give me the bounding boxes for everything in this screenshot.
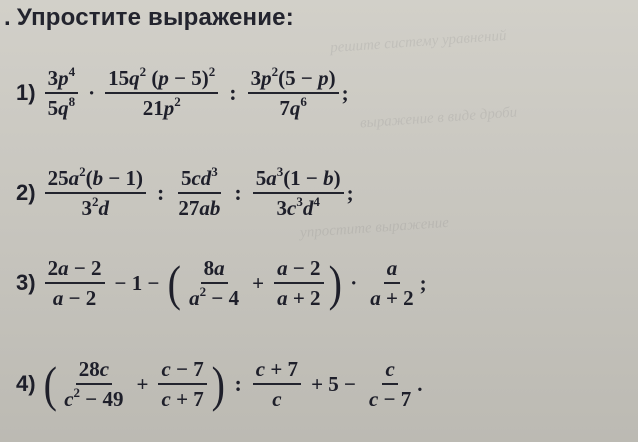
show-through-text: выражение в виде дроби xyxy=(359,104,518,132)
plus-sign: + xyxy=(136,371,149,396)
divide-sign: : xyxy=(229,80,237,106)
show-through-text: упростите выражение xyxy=(299,214,450,242)
left-parenthesis: ( xyxy=(43,356,57,413)
fraction: $\frac{a - 2}{a + 2}$ xyxy=(274,256,323,310)
fraction: $\frac{c - 7}{c + 7}$ xyxy=(158,357,206,411)
fraction: $\frac{28c}{c^2 - 49}$ xyxy=(64,357,124,412)
exercise-heading: . Упростите выражение: xyxy=(4,4,294,31)
end-mark: ; xyxy=(346,180,354,205)
end-mark: . xyxy=(417,371,423,396)
divide-sign: : xyxy=(234,180,242,206)
problem-1 xyxy=(16,66,349,120)
problem-number: 4) xyxy=(16,371,36,397)
problem-number: 3) xyxy=(16,270,36,296)
problem-4 xyxy=(16,357,423,411)
minus-sign: − 1 − xyxy=(114,270,160,295)
show-through-text: решите систему уравнений xyxy=(329,27,507,57)
problem-number: 1) xyxy=(16,80,36,106)
fraction: $\frac{2a - 2}{a - 2}$ xyxy=(45,256,105,310)
fraction: $\frac{a}{a + 2}$ xyxy=(370,256,414,311)
left-parenthesis: ( xyxy=(168,255,182,312)
fraction: $\frac{c + 7}{c}$ xyxy=(253,357,301,411)
divide-sign: : xyxy=(234,371,242,397)
fraction: $\frac{5cd^3}{27ab}$ xyxy=(178,164,221,221)
fraction: $\frac{8a}{a^2 - 4}$ xyxy=(189,256,240,311)
plus-sign: + 5 − xyxy=(311,371,356,396)
right-parenthesis: ) xyxy=(211,356,225,413)
fraction: $\frac{25a^2(b - 1)}{3^2d}$ xyxy=(45,166,146,220)
problem-2 xyxy=(16,166,354,220)
fraction: $\frac{3p^4}{5q^8}$ xyxy=(45,66,79,120)
right-parenthesis: ) xyxy=(328,255,342,312)
problem-number: 2) xyxy=(16,180,36,206)
end-mark: ; xyxy=(341,80,349,105)
end-mark: ; xyxy=(419,270,427,295)
fraction: $\frac{5a^3(1 - b)}{3c^3d^4}$ xyxy=(253,166,344,220)
fraction: $\frac{3p^2(5 - p)}{7q^6}$ xyxy=(248,66,339,120)
fraction: $\frac{15q^2 (p - 5)^2}{21p^2}$ xyxy=(105,66,218,120)
plus-sign: + xyxy=(252,270,265,295)
fraction: $\frac{c}{c - 7}$ xyxy=(369,357,412,412)
divide-sign: : xyxy=(157,180,165,206)
multiply-sign: · xyxy=(88,80,96,105)
multiply-sign: · xyxy=(350,270,358,295)
problem-3 xyxy=(16,256,427,310)
